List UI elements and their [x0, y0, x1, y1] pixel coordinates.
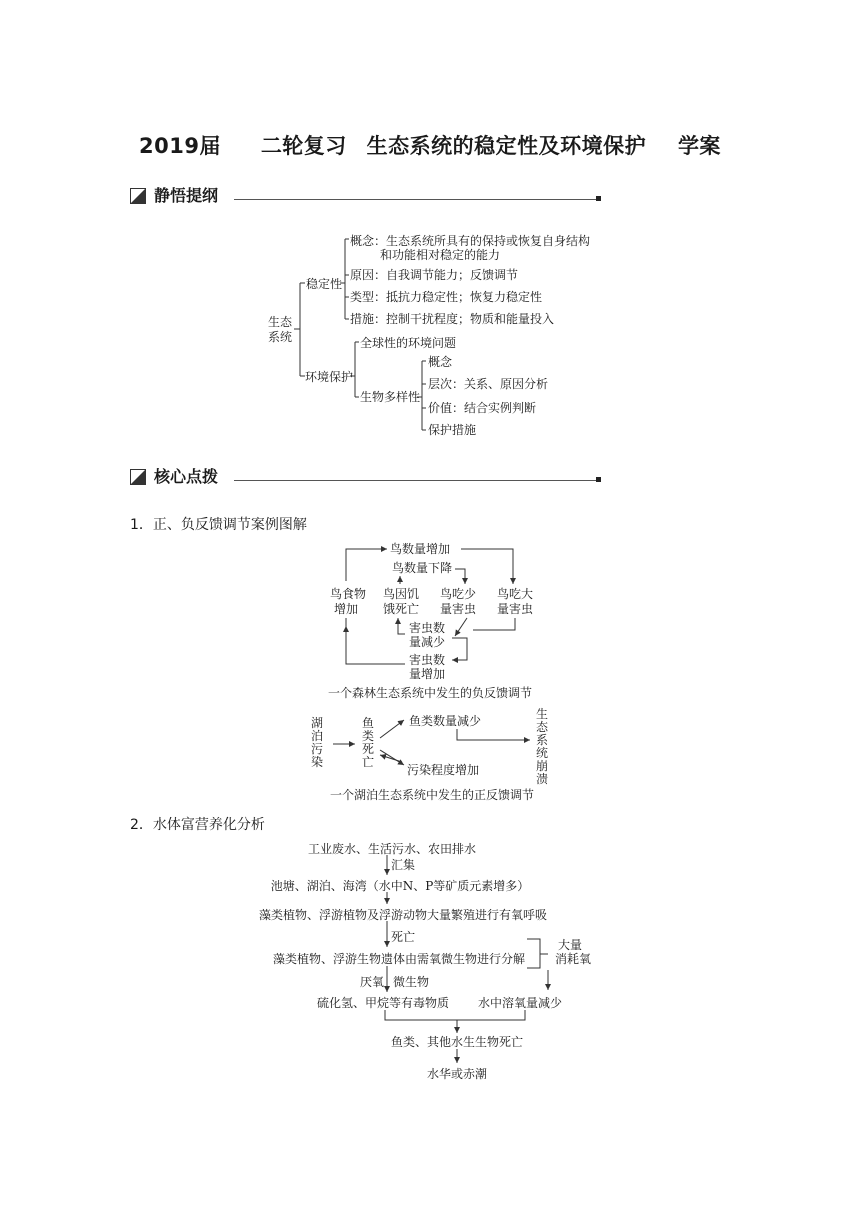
section-marker-icon	[130, 469, 146, 485]
eut-anaerobic: 厌氧	[360, 975, 385, 989]
pos-fish-death: 鱼类死亡	[361, 716, 375, 769]
eut-microbe: 微生物	[393, 975, 430, 989]
outline-bio-item: 层次：关系、原因分析	[428, 377, 549, 391]
neg-eat-more: 鸟吃大	[497, 587, 534, 601]
pos-collapse: 生态系统崩溃	[535, 707, 549, 786]
neg-pest-inc: 量增加	[409, 667, 446, 681]
outline-bio-item: 概念	[428, 355, 453, 369]
outline-root: 系统	[268, 330, 293, 344]
eut-toxic: 硫化氢、甲烷等有毒物质	[316, 996, 450, 1010]
neg-eat-less: 鸟吃少	[440, 587, 477, 601]
section-marker-icon	[130, 188, 146, 204]
eut-result: 水华或赤潮	[426, 1067, 488, 1081]
outline-bio-item: 价值：结合实例判断	[428, 401, 537, 415]
eut-decompose: 藻类植物、浮游生物遗体由需氧微生物进行分解	[272, 952, 526, 966]
eut-consume: 消耗氧	[555, 952, 592, 966]
outline-types: 类型：抵抗力稳定性；恢复力稳定性	[350, 290, 543, 304]
neg-starve: 饿死亡	[383, 602, 420, 616]
outline-root: 生态	[268, 315, 293, 329]
title-review: 二轮复习	[260, 134, 347, 158]
neg-eat-less: 量害虫	[440, 602, 477, 616]
pos-fish-dec: 鱼类数量减少	[409, 714, 482, 728]
pos-caption: 一个湖泊生态系统中发生的正反馈调节	[329, 788, 535, 802]
neg-bird-dec: 鸟数量下降	[392, 561, 453, 575]
outline-bio-item: 保护措施	[428, 423, 477, 437]
outline-concept: 概念：生态系统所具有的保持或恢复自身结构	[350, 234, 591, 248]
title-kind: 学案	[677, 134, 721, 158]
outline-global: 全球性的环境问题	[360, 336, 457, 350]
neg-food: 增加	[334, 602, 359, 616]
title-year: 2019届	[139, 134, 221, 158]
title-topic: 生态系统的稳定性及环境保护	[366, 134, 647, 158]
eut-bloom: 藻类植物、浮游植物及浮游动物大量繁殖进行有氧呼吸	[258, 908, 548, 922]
section-rule	[234, 199, 598, 200]
eut-sources: 工业废水、生活污水、农田排水	[307, 842, 477, 856]
eut-gather: 汇集	[391, 858, 416, 872]
neg-caption: 一个森林生态系统中发生的负反馈调节	[327, 686, 533, 700]
neg-bird-inc: 鸟数量增加	[390, 542, 451, 556]
pos-lake: 湖泊污染	[310, 716, 324, 769]
outline-env: 环境保护	[305, 370, 354, 384]
eut-fish-die: 鱼类、其他水生生物死亡	[390, 1035, 524, 1049]
section-rule-end	[596, 196, 601, 201]
neg-eat-more: 量害虫	[497, 602, 534, 616]
outline-concept: 和功能相对稳定的能力	[380, 248, 501, 262]
neg-pest-dec: 量减少	[409, 635, 446, 649]
section-rule-end	[596, 477, 601, 482]
neg-starve: 鸟因饥	[383, 587, 420, 601]
item1-heading: 1．正、负反馈调节案例图解	[130, 517, 307, 533]
outline-stability: 稳定性	[306, 277, 343, 291]
section-rule	[234, 480, 598, 481]
pos-pollution: 污染程度增加	[407, 763, 480, 777]
eut-waters: 池塘、湖泊、海湾（水中N、P等矿质元素增多）	[270, 879, 530, 893]
section-title: 静悟提纲	[154, 186, 219, 205]
neg-food: 鸟食物	[330, 587, 367, 601]
eut-consume: 大量	[558, 938, 583, 952]
outline-measures: 措施：控制干扰程度；物质和能量投入	[350, 312, 555, 326]
neg-pest-inc: 害虫数	[409, 653, 446, 667]
outline-bio: 生物多样性	[360, 390, 421, 404]
neg-pest-dec: 害虫数	[409, 621, 446, 635]
eut-die: 死亡	[391, 930, 416, 944]
item2-heading: 2．水体富营养化分析	[130, 817, 265, 833]
document-title	[0, 130, 860, 160]
section-title: 核心点拨	[154, 467, 219, 486]
eut-o2: 水中溶氧量减少	[477, 996, 563, 1010]
outline-cause: 原因：自我调节能力；反馈调节	[350, 268, 519, 282]
